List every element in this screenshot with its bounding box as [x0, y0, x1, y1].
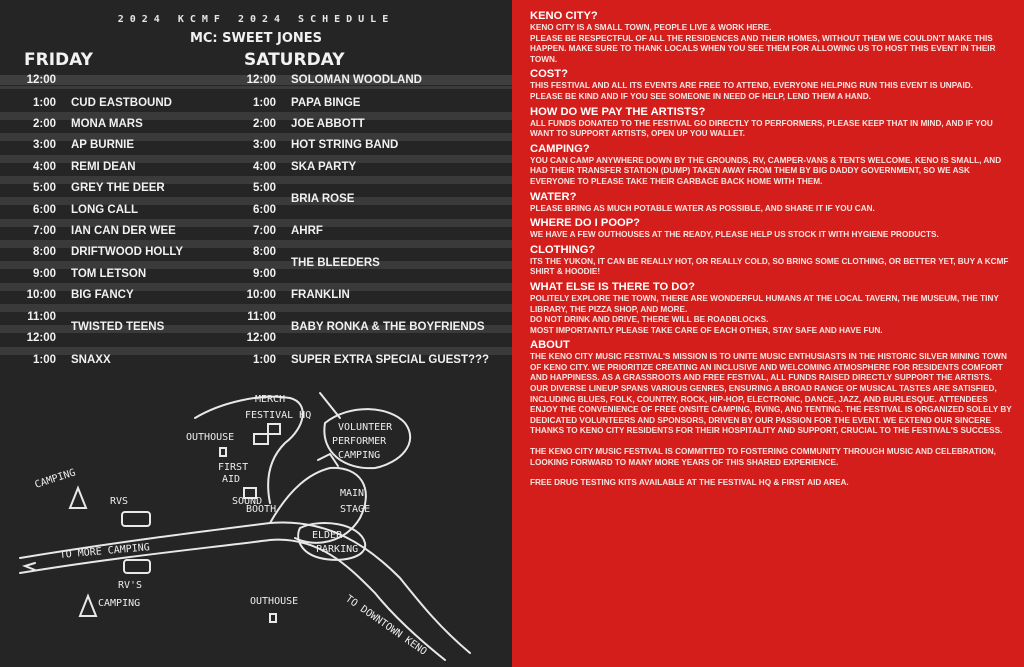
saturday-time: 3:00 [252, 139, 276, 151]
map-label-outhouse: OUTHOUSE [250, 596, 299, 607]
friday-act: IAN CAN DER WEE [71, 225, 176, 237]
friday-heading: FRIDAY [24, 50, 93, 70]
friday-act: BIG FANCY [71, 289, 134, 301]
saturday-time: 12:00 [246, 332, 276, 344]
faq-heading: WHAT ELSE IS THERE TO DO? [530, 280, 695, 293]
faq-clothing [530, 244, 1012, 278]
faq-heading: COST? [530, 68, 568, 81]
friday-time: 10:00 [26, 289, 56, 301]
friday-time: 6:00 [32, 204, 56, 216]
map-label-first-aid: FIRST [218, 462, 249, 473]
saturday-act: SOLOMAN WOODLAND [291, 74, 422, 86]
friday-time: 11:00 [27, 311, 56, 323]
saturday-time: 1:00 [252, 354, 276, 366]
saturday-act: HOT STRING BAND [291, 139, 399, 151]
faq-heading: HOW DO WE PAY THE ARTISTS? [530, 105, 706, 118]
faq-keno-city [530, 10, 1012, 65]
faq-text: PLEASE BRING AS MUCH POTABLE WATER AS POSSIBLE, AND SHARE IT IF YOU CAN. [530, 203, 875, 213]
map-label-volunteer: VOLUNTEER [338, 422, 393, 433]
saturday-time: 6:00 [252, 204, 276, 216]
saturday-act: AHRF [291, 225, 323, 237]
map-label-hq: FESTIVAL HQ [245, 410, 312, 421]
map-label-outhouse: OUTHOUSE [186, 432, 235, 443]
tent-icon [80, 596, 96, 616]
friday-act: TOM LETSON [71, 268, 147, 280]
saturday-time: 5:00 [252, 182, 276, 194]
faq-text: THE KENO CITY MUSIC FESTIVAL'S MISSION IS TO UNITE MUSIC ENTHUSIASTS IN THE HISTORIC SILVER MINING TOWN OF KENO CITY. WE PRIORITIZE CREATING AN INCLUSIVE AND WELCOMING ATMOSPHERE FOR RESIDENTS COMFORT AND HAPPINESS. AS A GRASSROOTS AND FREE FESTIVAL, ALL FUNDS RAISED DIRECTLY SUPPORT THE ARTISTS. OUR DIVERSE LINEUP SPANS VARIOUS GENRES, ENSURING A BROAD RANGE OF MUSICAL TASTES ARE SATISFIED, INCLUDING BLUES, FOLK, COUNTRY, ROCK, HIP-HOP, ELECTRONIC, DANCE, JAZZ, AND BURLESQUE. ATTENDEES ENJOY THE CONVENIENCE OF FREE ONSITE CAMPING, RVING, AND TENTING. THE FESTIVAL IS ORGANIZED SOLELY BY DEDICATED VOLUNTEERS AND SPONSORS, DRIVEN BY OUR PASSION FOR THE EVENT. WE EXTEND OUR SINCERE THANKS TO KENO CITY RESIDENTS FOR THEIR HOSPITALITY AND SUPPORT, CRUCIAL TO THE FESTIVAL'S SUCCESS. [530, 352, 1012, 436]
faq-heading: WATER? [530, 190, 577, 203]
map-label-camping: CAMPING [33, 467, 78, 491]
merch-arrow [320, 393, 340, 418]
friday-time: 2:00 [32, 118, 56, 130]
tent-icon [70, 488, 86, 508]
friday-act: SNAXX [71, 354, 111, 366]
saturday-time: 2:00 [252, 118, 276, 130]
saturday-act: SKA PARTY [291, 161, 357, 173]
friday-act: TWISTED TEENS [71, 321, 165, 333]
faq-camping [530, 143, 1012, 188]
saturday-time: 12:00 [246, 74, 276, 86]
saturday-heading: SATURDAY [244, 50, 345, 70]
faq-text: ALL FUNDS DONATED TO THE FESTIVAL GO DIRECTLY TO PERFORMERS, PLEASE KEEP THAT IN MIND, AND IF YOU WANT TO SUPPORT ARTISTS, OPEN UP YOU WALLET. [530, 118, 993, 139]
friday-act: MONA MARS [71, 118, 143, 130]
map-label-sound: SOUND [232, 496, 263, 507]
map-label-first-aid: AID [222, 474, 241, 485]
map-label-volunteer: PERFORMER [332, 436, 387, 447]
faq-heading: KENO CITY? [530, 10, 598, 22]
friday-time: 1:00 [32, 354, 56, 366]
saturday-time: 1:00 [252, 97, 276, 109]
mc-name: MC: SWEET JONES [189, 31, 323, 46]
saturday-time: 7:00 [252, 225, 276, 237]
friday-time: 3:00 [32, 139, 56, 151]
faq-text: PLEASE BE RESPECTFUL OF ALL THE RESIDENCES AND THEIR HOMES, WITHOUT THEM WE COULDN'T MAKE THIS HAPPEN. MAKE SURE TO THANK LOCALS WHEN YOU SEE THEM FOR ALLOWING US TO HOST THIS EVENT IN THEIR TOWN. [530, 33, 996, 64]
saturday-act: BRIA ROSE [291, 193, 355, 205]
saturday-act: THE BLEEDERS [291, 257, 380, 269]
friday-time: 12:00 [26, 332, 56, 344]
friday-act: GREY THE DEER [71, 182, 165, 194]
saturday-time: 11:00 [247, 311, 276, 323]
faq-water [530, 191, 1012, 215]
map-label-sound: BOOTH [246, 504, 277, 515]
friday-time: 4:00 [32, 161, 56, 173]
saturday-act: SUPER EXTRA SPECIAL GUEST??? [291, 354, 490, 366]
faq-text: KENO CITY IS A SMALL TOWN, PEOPLE LIVE & WORK HERE. [530, 23, 772, 32]
saturday-act: JOE ABBOTT [291, 118, 365, 130]
map-label-main-stage: MAIN [340, 488, 365, 499]
faq-text: THE KENO CITY MUSIC FESTIVAL IS COMMITTED TO FOSTERING COMMUNITY THROUGH MUSIC AND CELEBRATION, LOOKING FORWARD TO MANY MORE YEARS OF THIS SHARED EXPERIENCE. [530, 447, 996, 467]
faq-text: DO NOT DRINK AND DRIVE, THERE WILL BE ROADBLOCKS. [530, 315, 769, 325]
friday-time: 12:00 [26, 74, 56, 86]
faq-artists [530, 106, 1012, 140]
outhouse-icon [220, 448, 226, 456]
saturday-time: 10:00 [246, 289, 276, 301]
rv-icon [124, 560, 150, 573]
faq-heading: CLOTHING? [530, 243, 596, 256]
faq-heading: ABOUT [530, 339, 570, 352]
faq-section [530, 10, 1012, 492]
faq-about [530, 339, 1012, 489]
saturday-time: 4:00 [252, 161, 276, 173]
faq-text: THIS FESTIVAL AND ALL ITS EVENTS ARE FREE TO ATTEND, EVERYONE HELPING RUN THIS EVENT IS UNPAID. [530, 81, 973, 91]
faq-heading: CAMPING? [530, 142, 590, 155]
faq-text: FREE DRUG TESTING KITS AVAILABLE AT THE FESTIVAL HQ & FIRST AID AREA. [530, 478, 849, 488]
schedule-title: 2024 KCMF 2024 SCHEDULE [117, 14, 395, 25]
rv-icon [122, 512, 150, 526]
faq-poop [530, 217, 1012, 241]
friday-act: DRIFTWOOD HOLLY [71, 246, 184, 258]
saturday-act: BABY RONKA & THE BOYFRIENDS [291, 321, 485, 333]
map-label-merch: MERCH [255, 394, 286, 405]
map-label-camping: CAMPING [98, 598, 141, 609]
faq-text: ITS THE YUKON, IT CAN BE REALLY HOT, OR REALLY COLD, SO BRING SOME CLOTHING, OR BETTER YET, BUY A KCMF SHIRT & HOODIE! [530, 256, 1009, 277]
faq-text: POLITELY EXPLORE THE TOWN, THERE ARE WONDERFUL HUMANS AT THE LOCAL TAVERN, THE MUSEUM, THE TINY LIBRARY, THE PIZZA SHOP, AND MORE. [530, 293, 999, 314]
map-label-main-stage: STAGE [340, 504, 371, 515]
schedule-stripe [0, 86, 512, 89]
saturday-time: 8:00 [252, 246, 276, 258]
faq-text: MOST IMPORTANTLY PLEASE TAKE CARE OF EACH OTHER, STAY SAFE AND HAVE FUN. [530, 325, 883, 335]
faq-text: WE HAVE A FEW OUTHOUSES AT THE READY, PLEASE HELP US STOCK IT WITH HYGIENE PRODUCTS. [530, 230, 939, 240]
map-label-downtown: TO DOWNTOWN KENO [343, 593, 429, 658]
friday-time: 5:00 [32, 182, 56, 194]
map-label-elder-parking: ELDER [312, 530, 343, 541]
friday-act: AP BURNIE [71, 139, 135, 151]
friday-time: 9:00 [32, 268, 56, 280]
friday-time: 7:00 [32, 225, 56, 237]
saturday-time: 9:00 [252, 268, 276, 280]
outhouse-icon [270, 614, 276, 622]
faq-cost [530, 68, 1012, 102]
hq-tent-icon [268, 424, 280, 434]
faq-heading: WHERE DO I POOP? [530, 217, 641, 230]
saturday-act: PAPA BINGE [291, 97, 361, 109]
faq-text: PLEASE BE KIND AND IF YOU SEE SOMEONE IN NEED OF HELP, LEND THEM A HAND. [530, 91, 871, 101]
map-label-volunteer: CAMPING [338, 450, 381, 461]
faq-what-else [530, 281, 1012, 336]
friday-time: 1:00 [32, 97, 56, 109]
friday-act: CUD EASTBOUND [71, 97, 172, 109]
faq-text: YOU CAN CAMP ANYWHERE DOWN BY THE GROUNDS, RV, CAMPER-VANS & TENTS WELCOME. KENO IS SMALL, AND HAD THEIR TRANSFER STATION (DUMP) TAKEN AWAY FROM THEM BY BIG DADDY GOVERNMENT, SO WE ASK EVERYONE TO PLEASE TAKE THEIR GARBAGE BACK HOME WITH THEM. [530, 155, 1002, 186]
map-label-elder-parking: PARKING [316, 544, 359, 555]
festival-site-map [0, 378, 512, 667]
friday-act: REMI DEAN [71, 161, 136, 173]
friday-time: 8:00 [32, 246, 56, 258]
friday-act: LONG CALL [71, 204, 139, 216]
map-label-rvs: RV'S [118, 580, 143, 591]
saturday-act: FRANKLIN [291, 289, 350, 301]
map-label-more-camping: TO MORE CAMPING [59, 542, 151, 561]
hq-tent-icon [254, 434, 268, 444]
more-camping-arrow [25, 563, 35, 570]
map-label-rvs: RVS [110, 496, 129, 507]
